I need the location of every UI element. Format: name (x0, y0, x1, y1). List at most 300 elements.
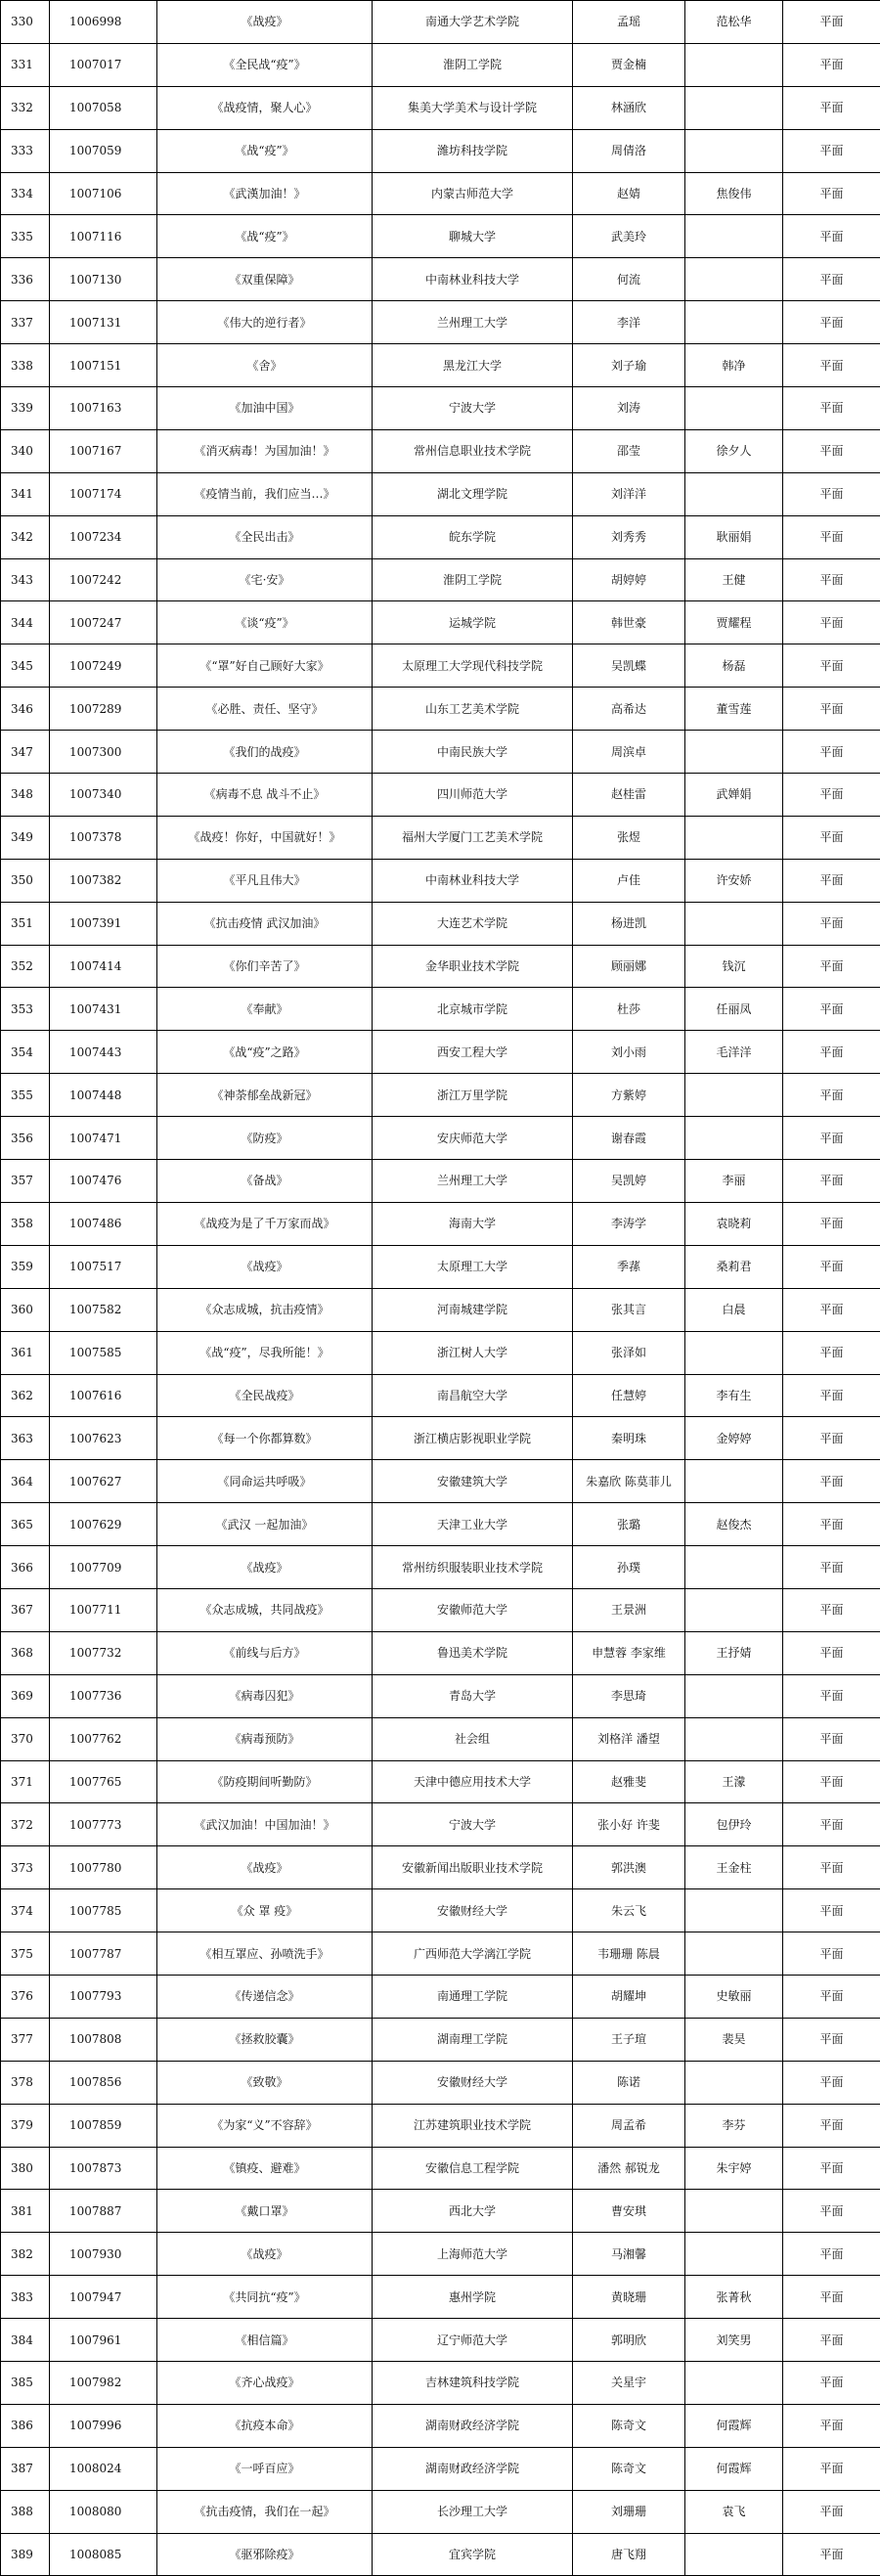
author-cell: 张其言 (573, 1288, 685, 1331)
work-title-cell: 《抗疫本命》 (157, 2404, 373, 2447)
school-cell: 常州纺织服装职业技术学院 (373, 1546, 573, 1589)
author-cell: 周滨卓 (573, 731, 685, 774)
category-cell: 平面 (783, 344, 880, 387)
row-number-cell: 337 (1, 301, 50, 344)
row-number-cell: 351 (1, 902, 50, 945)
entry-code-cell: 1007627 (50, 1460, 157, 1503)
category-cell: 平面 (783, 1331, 880, 1374)
category-cell: 平面 (783, 2233, 880, 2276)
category-cell: 平面 (783, 515, 880, 558)
school-cell: 安徽信息工程学院 (373, 2147, 573, 2190)
entry-code-cell: 1007174 (50, 472, 157, 515)
row-number-cell: 331 (1, 43, 50, 86)
category-cell: 平面 (783, 1460, 880, 1503)
author-cell: 李洋 (573, 301, 685, 344)
author-cell: 韩世豪 (573, 601, 685, 644)
entry-code-cell: 1007582 (50, 1288, 157, 1331)
work-title-cell: 《传递信念》 (157, 1975, 373, 2018)
advisor-cell: 赵俊杰 (685, 1503, 783, 1546)
author-cell: 唐飞翔 (573, 2533, 685, 2576)
work-title-cell: 《戴口罩》 (157, 2190, 373, 2233)
table-row (1, 644, 880, 688)
row-number-cell: 371 (1, 1760, 50, 1803)
entry-code-cell: 1007709 (50, 1546, 157, 1589)
row-number-cell: 353 (1, 988, 50, 1031)
category-cell: 平面 (783, 172, 880, 215)
school-cell: 广西师范大学漓江学院 (373, 1932, 573, 1976)
author-cell: 顾丽娜 (573, 945, 685, 988)
author-cell: 黄晓珊 (573, 2276, 685, 2319)
table-row (1, 1117, 880, 1160)
category-cell: 平面 (783, 1546, 880, 1589)
work-title-cell: 《一呼百应》 (157, 2447, 373, 2490)
advisor-cell (685, 43, 783, 86)
school-cell: 福州大学厦门工艺美术学院 (373, 816, 573, 859)
advisor-cell: 徐夕人 (685, 429, 783, 472)
category-cell: 平面 (783, 387, 880, 430)
table-row (1, 774, 880, 817)
work-title-cell: 《战疫！你好，中国就好！》 (157, 816, 373, 859)
row-number-cell: 362 (1, 1374, 50, 1417)
advisor-cell: 韩净 (685, 344, 783, 387)
author-cell: 赵婧 (573, 172, 685, 215)
school-cell: 湖南财政经济学院 (373, 2447, 573, 2490)
entry-code-cell: 1007414 (50, 945, 157, 988)
category-cell: 平面 (783, 1202, 880, 1245)
category-cell: 平面 (783, 2061, 880, 2104)
table-row (1, 816, 880, 859)
advisor-cell: 焦俊伟 (685, 172, 783, 215)
category-cell: 平面 (783, 1, 880, 44)
author-cell: 贾金楠 (573, 43, 685, 86)
entry-code-cell: 1007017 (50, 43, 157, 86)
advisor-cell (685, 731, 783, 774)
advisor-cell (685, 1546, 783, 1589)
school-cell: 安徽建筑大学 (373, 1460, 573, 1503)
school-cell: 南通理工学院 (373, 1975, 573, 2018)
category-cell: 平面 (783, 558, 880, 601)
advisor-cell (685, 129, 783, 172)
entry-code-cell: 1007793 (50, 1975, 157, 2018)
school-cell: 中南民族大学 (373, 731, 573, 774)
table-row (1, 1631, 880, 1674)
author-cell: 方紫婷 (573, 1074, 685, 1117)
row-number-cell: 383 (1, 2276, 50, 2319)
advisor-cell: 张菁秋 (685, 2276, 783, 2319)
row-number-cell: 352 (1, 945, 50, 988)
entry-code-cell: 1007787 (50, 1932, 157, 1976)
entry-code-cell: 1008024 (50, 2447, 157, 2490)
author-cell: 卢佳 (573, 859, 685, 902)
category-cell: 平面 (783, 2447, 880, 2490)
work-title-cell: 《每一个你都算数》 (157, 1417, 373, 1460)
advisor-cell: 任丽凤 (685, 988, 783, 1031)
work-title-cell: 《神荼郁垒战新冠》 (157, 1074, 373, 1117)
work-title-cell: 《相信篇》 (157, 2319, 373, 2362)
row-number-cell: 334 (1, 172, 50, 215)
author-cell: 郭明欣 (573, 2319, 685, 2362)
school-cell: 集美大学美术与设计学院 (373, 86, 573, 129)
table-row (1, 2190, 880, 2233)
category-cell: 平面 (783, 1932, 880, 1976)
entry-code-cell: 1007780 (50, 1846, 157, 1889)
row-number-cell: 345 (1, 644, 50, 688)
work-title-cell: 《谈“疫”》 (157, 601, 373, 644)
entry-code-cell: 1007585 (50, 1331, 157, 1374)
school-cell: 湖北文理学院 (373, 472, 573, 515)
author-cell: 朱嘉欣 陈莫菲儿 (573, 1460, 685, 1503)
author-cell: 张璐 (573, 1503, 685, 1546)
school-cell: 吉林建筑科技学院 (373, 2361, 573, 2404)
results-table-body (1, 1, 880, 2576)
author-cell: 吴凯蝶 (573, 644, 685, 688)
category-cell: 平面 (783, 859, 880, 902)
category-cell: 平面 (783, 258, 880, 301)
school-cell: 湖南理工学院 (373, 2018, 573, 2061)
school-cell: 运城学院 (373, 601, 573, 644)
school-cell: 常州信息职业技术学院 (373, 429, 573, 472)
advisor-cell: 袁飞 (685, 2490, 783, 2533)
row-number-cell: 375 (1, 1932, 50, 1976)
advisor-cell (685, 2533, 783, 2576)
table-row (1, 129, 880, 172)
table-row (1, 1717, 880, 1760)
table-row (1, 86, 880, 129)
work-title-cell: 《全民战疫》 (157, 1374, 373, 1417)
work-title-cell: 《众志成城，抗击疫情》 (157, 1288, 373, 1331)
work-title-cell: 《加油中国》 (157, 387, 373, 430)
advisor-cell: 王抒婧 (685, 1631, 783, 1674)
table-row (1, 301, 880, 344)
table-row (1, 601, 880, 644)
table-row (1, 1245, 880, 1288)
author-cell: 陈诺 (573, 2061, 685, 2104)
work-title-cell: 《战疫》 (157, 1, 373, 44)
entry-code-cell: 1007859 (50, 2104, 157, 2147)
work-title-cell: 《平凡且伟大》 (157, 859, 373, 902)
row-number-cell: 361 (1, 1331, 50, 1374)
entry-code-cell: 1007982 (50, 2361, 157, 2404)
work-title-cell: 《病毒不息 战斗不止》 (157, 774, 373, 817)
author-cell: 李涛学 (573, 1202, 685, 1245)
work-title-cell: 《共同抗“疫”》 (157, 2276, 373, 2319)
work-title-cell: 《奉献》 (157, 988, 373, 1031)
table-row (1, 1503, 880, 1546)
row-number-cell: 335 (1, 215, 50, 258)
row-number-cell: 332 (1, 86, 50, 129)
entry-code-cell: 1007382 (50, 859, 157, 902)
entry-code-cell: 1007391 (50, 902, 157, 945)
category-cell: 平面 (783, 2104, 880, 2147)
author-cell: 刘涛 (573, 387, 685, 430)
school-cell: 天津中德应用技术大学 (373, 1760, 573, 1803)
advisor-cell (685, 2233, 783, 2276)
row-number-cell: 381 (1, 2190, 50, 2233)
advisor-cell (685, 1932, 783, 1976)
school-cell: 太原理工大学 (373, 1245, 573, 1288)
school-cell: 聊城大学 (373, 215, 573, 258)
entry-code-cell: 1007623 (50, 1417, 157, 1460)
advisor-cell (685, 387, 783, 430)
author-cell: 杜莎 (573, 988, 685, 1031)
table-row (1, 1674, 880, 1717)
table-row (1, 344, 880, 387)
work-title-cell: 《战疫为是了千万家而战》 (157, 1202, 373, 1245)
row-number-cell: 349 (1, 816, 50, 859)
school-cell: 宁波大学 (373, 1803, 573, 1846)
school-cell: 青岛大学 (373, 1674, 573, 1717)
school-cell: 海南大学 (373, 1202, 573, 1245)
entry-code-cell: 1007378 (50, 816, 157, 859)
work-title-cell: 《战疫》 (157, 1846, 373, 1889)
table-row (1, 558, 880, 601)
row-number-cell: 333 (1, 129, 50, 172)
author-cell: 郭洪澳 (573, 1846, 685, 1889)
table-row (1, 2404, 880, 2447)
advisor-cell (685, 1460, 783, 1503)
advisor-cell (685, 1074, 783, 1117)
table-row (1, 1160, 880, 1203)
work-title-cell: 《齐心战疫》 (157, 2361, 373, 2404)
row-number-cell: 376 (1, 1975, 50, 2018)
row-number-cell: 347 (1, 731, 50, 774)
entry-code-cell: 1007486 (50, 1202, 157, 1245)
work-title-cell: 《病毒囚犯》 (157, 1674, 373, 1717)
category-cell: 平面 (783, 2490, 880, 2533)
work-title-cell: 《战疫情，聚人心》 (157, 86, 373, 129)
work-title-cell: 《消灭病毒！为国加油！》 (157, 429, 373, 472)
row-number-cell: 380 (1, 2147, 50, 2190)
advisor-cell: 刘笑男 (685, 2319, 783, 2362)
row-number-cell: 389 (1, 2533, 50, 2576)
school-cell: 河南城建学院 (373, 1288, 573, 1331)
author-cell: 高希达 (573, 688, 685, 731)
author-cell: 张泽如 (573, 1331, 685, 1374)
category-cell: 平面 (783, 429, 880, 472)
entry-code-cell: 1007765 (50, 1760, 157, 1803)
entry-code-cell: 1007431 (50, 988, 157, 1031)
entry-code-cell: 1007247 (50, 601, 157, 644)
table-row (1, 1417, 880, 1460)
category-cell: 平面 (783, 86, 880, 129)
table-row (1, 2104, 880, 2147)
category-cell: 平面 (783, 601, 880, 644)
category-cell: 平面 (783, 129, 880, 172)
row-number-cell: 348 (1, 774, 50, 817)
work-title-cell: 《双重保障》 (157, 258, 373, 301)
school-cell: 辽宁师范大学 (373, 2319, 573, 2362)
school-cell: 黑龙江大学 (373, 344, 573, 387)
school-cell: 淮阴工学院 (373, 43, 573, 86)
table-row (1, 429, 880, 472)
work-title-cell: 《相互罩应、孙喷洗手》 (157, 1932, 373, 1976)
advisor-cell (685, 1117, 783, 1160)
advisor-cell (685, 472, 783, 515)
advisor-cell: 史敏丽 (685, 1975, 783, 2018)
author-cell: 周孟希 (573, 2104, 685, 2147)
row-number-cell: 379 (1, 2104, 50, 2147)
work-title-cell: 《防疫》 (157, 1117, 373, 1160)
school-cell: 西北大学 (373, 2190, 573, 2233)
table-row (1, 43, 880, 86)
author-cell: 胡耀坤 (573, 1975, 685, 2018)
work-title-cell: 《抗击疫情，我们在一起》 (157, 2490, 373, 2533)
category-cell: 平面 (783, 2319, 880, 2362)
school-cell: 山东工艺美术学院 (373, 688, 573, 731)
category-cell: 平面 (783, 215, 880, 258)
author-cell: 韦珊珊 陈晨 (573, 1932, 685, 1976)
advisor-cell: 王濛 (685, 1760, 783, 1803)
work-title-cell: 《武汉加油！中国加油！》 (157, 1803, 373, 1846)
category-cell: 平面 (783, 2361, 880, 2404)
category-cell: 平面 (783, 1245, 880, 1288)
category-cell: 平面 (783, 688, 880, 731)
table-row (1, 1460, 880, 1503)
work-title-cell: 《战疫》 (157, 2233, 373, 2276)
school-cell: 南通大学艺术学院 (373, 1, 573, 44)
table-row (1, 387, 880, 430)
table-row (1, 688, 880, 731)
entry-code-cell: 1007131 (50, 301, 157, 344)
author-cell: 刘秀秀 (573, 515, 685, 558)
advisor-cell: 包伊玲 (685, 1803, 783, 1846)
school-cell: 中南林业科技大学 (373, 859, 573, 902)
school-cell: 安徽财经大学 (373, 1889, 573, 1932)
advisor-cell (685, 816, 783, 859)
row-number-cell: 360 (1, 1288, 50, 1331)
row-number-cell: 330 (1, 1, 50, 44)
row-number-cell: 357 (1, 1160, 50, 1203)
category-cell: 平面 (783, 1074, 880, 1117)
row-number-cell: 373 (1, 1846, 50, 1889)
table-row (1, 215, 880, 258)
school-cell: 鲁迅美术学院 (373, 1631, 573, 1674)
work-title-cell: 《为家“义”不容辞》 (157, 2104, 373, 2147)
category-cell: 平面 (783, 1031, 880, 1074)
school-cell: 安徽财经大学 (373, 2061, 573, 2104)
school-cell: 皖东学院 (373, 515, 573, 558)
work-title-cell: 《拯救胶囊》 (157, 2018, 373, 2061)
entry-code-cell: 1007947 (50, 2276, 157, 2319)
author-cell: 朱云飞 (573, 1889, 685, 1932)
school-cell: 浙江树人大学 (373, 1331, 573, 1374)
category-cell: 平面 (783, 1674, 880, 1717)
entry-code-cell: 1007151 (50, 344, 157, 387)
table-row (1, 2533, 880, 2576)
table-row (1, 1374, 880, 1417)
work-title-cell: 《你们辛苦了》 (157, 945, 373, 988)
row-number-cell: 354 (1, 1031, 50, 1074)
entry-code-cell: 1007471 (50, 1117, 157, 1160)
table-row (1, 2276, 880, 2319)
advisor-cell: 李有生 (685, 1374, 783, 1417)
author-cell: 张煜 (573, 816, 685, 859)
entry-code-cell: 1008085 (50, 2533, 157, 2576)
row-number-cell: 365 (1, 1503, 50, 1546)
category-cell: 平面 (783, 2018, 880, 2061)
table-row (1, 1331, 880, 1374)
category-cell: 平面 (783, 1975, 880, 2018)
table-row (1, 945, 880, 988)
entry-code-cell: 1007785 (50, 1889, 157, 1932)
category-cell: 平面 (783, 1846, 880, 1889)
advisor-cell: 裴昊 (685, 2018, 783, 2061)
row-number-cell: 344 (1, 601, 50, 644)
school-cell: 浙江横店影视职业学院 (373, 1417, 573, 1460)
work-title-cell: 《“罩”好自己顾好大家》 (157, 644, 373, 688)
advisor-cell: 武婵娟 (685, 774, 783, 817)
work-title-cell: 《伟大的逆行者》 (157, 301, 373, 344)
row-number-cell: 386 (1, 2404, 50, 2447)
school-cell: 长沙理工大学 (373, 2490, 573, 2533)
row-number-cell: 378 (1, 2061, 50, 2104)
advisor-cell: 范松华 (685, 1, 783, 44)
entry-code-cell: 1007130 (50, 258, 157, 301)
author-cell: 胡婷婷 (573, 558, 685, 601)
entry-code-cell: 1007736 (50, 1674, 157, 1717)
category-cell: 平面 (783, 1374, 880, 1417)
category-cell: 平面 (783, 816, 880, 859)
work-title-cell: 《驱邪除疫》 (157, 2533, 373, 2576)
entry-code-cell: 1007234 (50, 515, 157, 558)
school-cell: 内蒙古师范大学 (373, 172, 573, 215)
school-cell: 兰州理工大学 (373, 1160, 573, 1203)
entry-code-cell: 1006998 (50, 1, 157, 44)
category-cell: 平面 (783, 1588, 880, 1631)
advisor-cell (685, 215, 783, 258)
advisor-cell (685, 86, 783, 129)
table-row (1, 1202, 880, 1245)
author-cell: 季蓀 (573, 1245, 685, 1288)
table-row (1, 2447, 880, 2490)
row-number-cell: 385 (1, 2361, 50, 2404)
advisor-cell (685, 1674, 783, 1717)
table-row (1, 2490, 880, 2533)
entry-code-cell: 1007116 (50, 215, 157, 258)
row-number-cell: 346 (1, 688, 50, 731)
school-cell: 金华职业技术学院 (373, 945, 573, 988)
author-cell: 孟瑶 (573, 1, 685, 44)
row-number-cell: 356 (1, 1117, 50, 1160)
work-title-cell: 《武漢加油！》 (157, 172, 373, 215)
work-title-cell: 《众 罩 疫》 (157, 1889, 373, 1932)
category-cell: 平面 (783, 1117, 880, 1160)
table-row (1, 1846, 880, 1889)
school-cell: 社会组 (373, 1717, 573, 1760)
row-number-cell: 339 (1, 387, 50, 430)
table-row (1, 1546, 880, 1589)
table-row (1, 1, 880, 44)
table-row (1, 2061, 880, 2104)
work-title-cell: 《疫情当前，我们应当…》 (157, 472, 373, 515)
advisor-cell: 王金柱 (685, 1846, 783, 1889)
table-row (1, 2233, 880, 2276)
table-row (1, 1031, 880, 1074)
work-title-cell: 《战“疫”》 (157, 215, 373, 258)
row-number-cell: 355 (1, 1074, 50, 1117)
author-cell: 申慧蓉 李家维 (573, 1631, 685, 1674)
school-cell: 江苏建筑职业技术学院 (373, 2104, 573, 2147)
school-cell: 南昌航空大学 (373, 1374, 573, 1417)
row-number-cell: 368 (1, 1631, 50, 1674)
school-cell: 淮阴工学院 (373, 558, 573, 601)
school-cell: 安徽师范大学 (373, 1588, 573, 1631)
author-cell: 刘格洋 潘望 (573, 1717, 685, 1760)
entry-code-cell: 1007616 (50, 1374, 157, 1417)
advisor-cell: 白晨 (685, 1288, 783, 1331)
table-row (1, 258, 880, 301)
advisor-cell (685, 902, 783, 945)
